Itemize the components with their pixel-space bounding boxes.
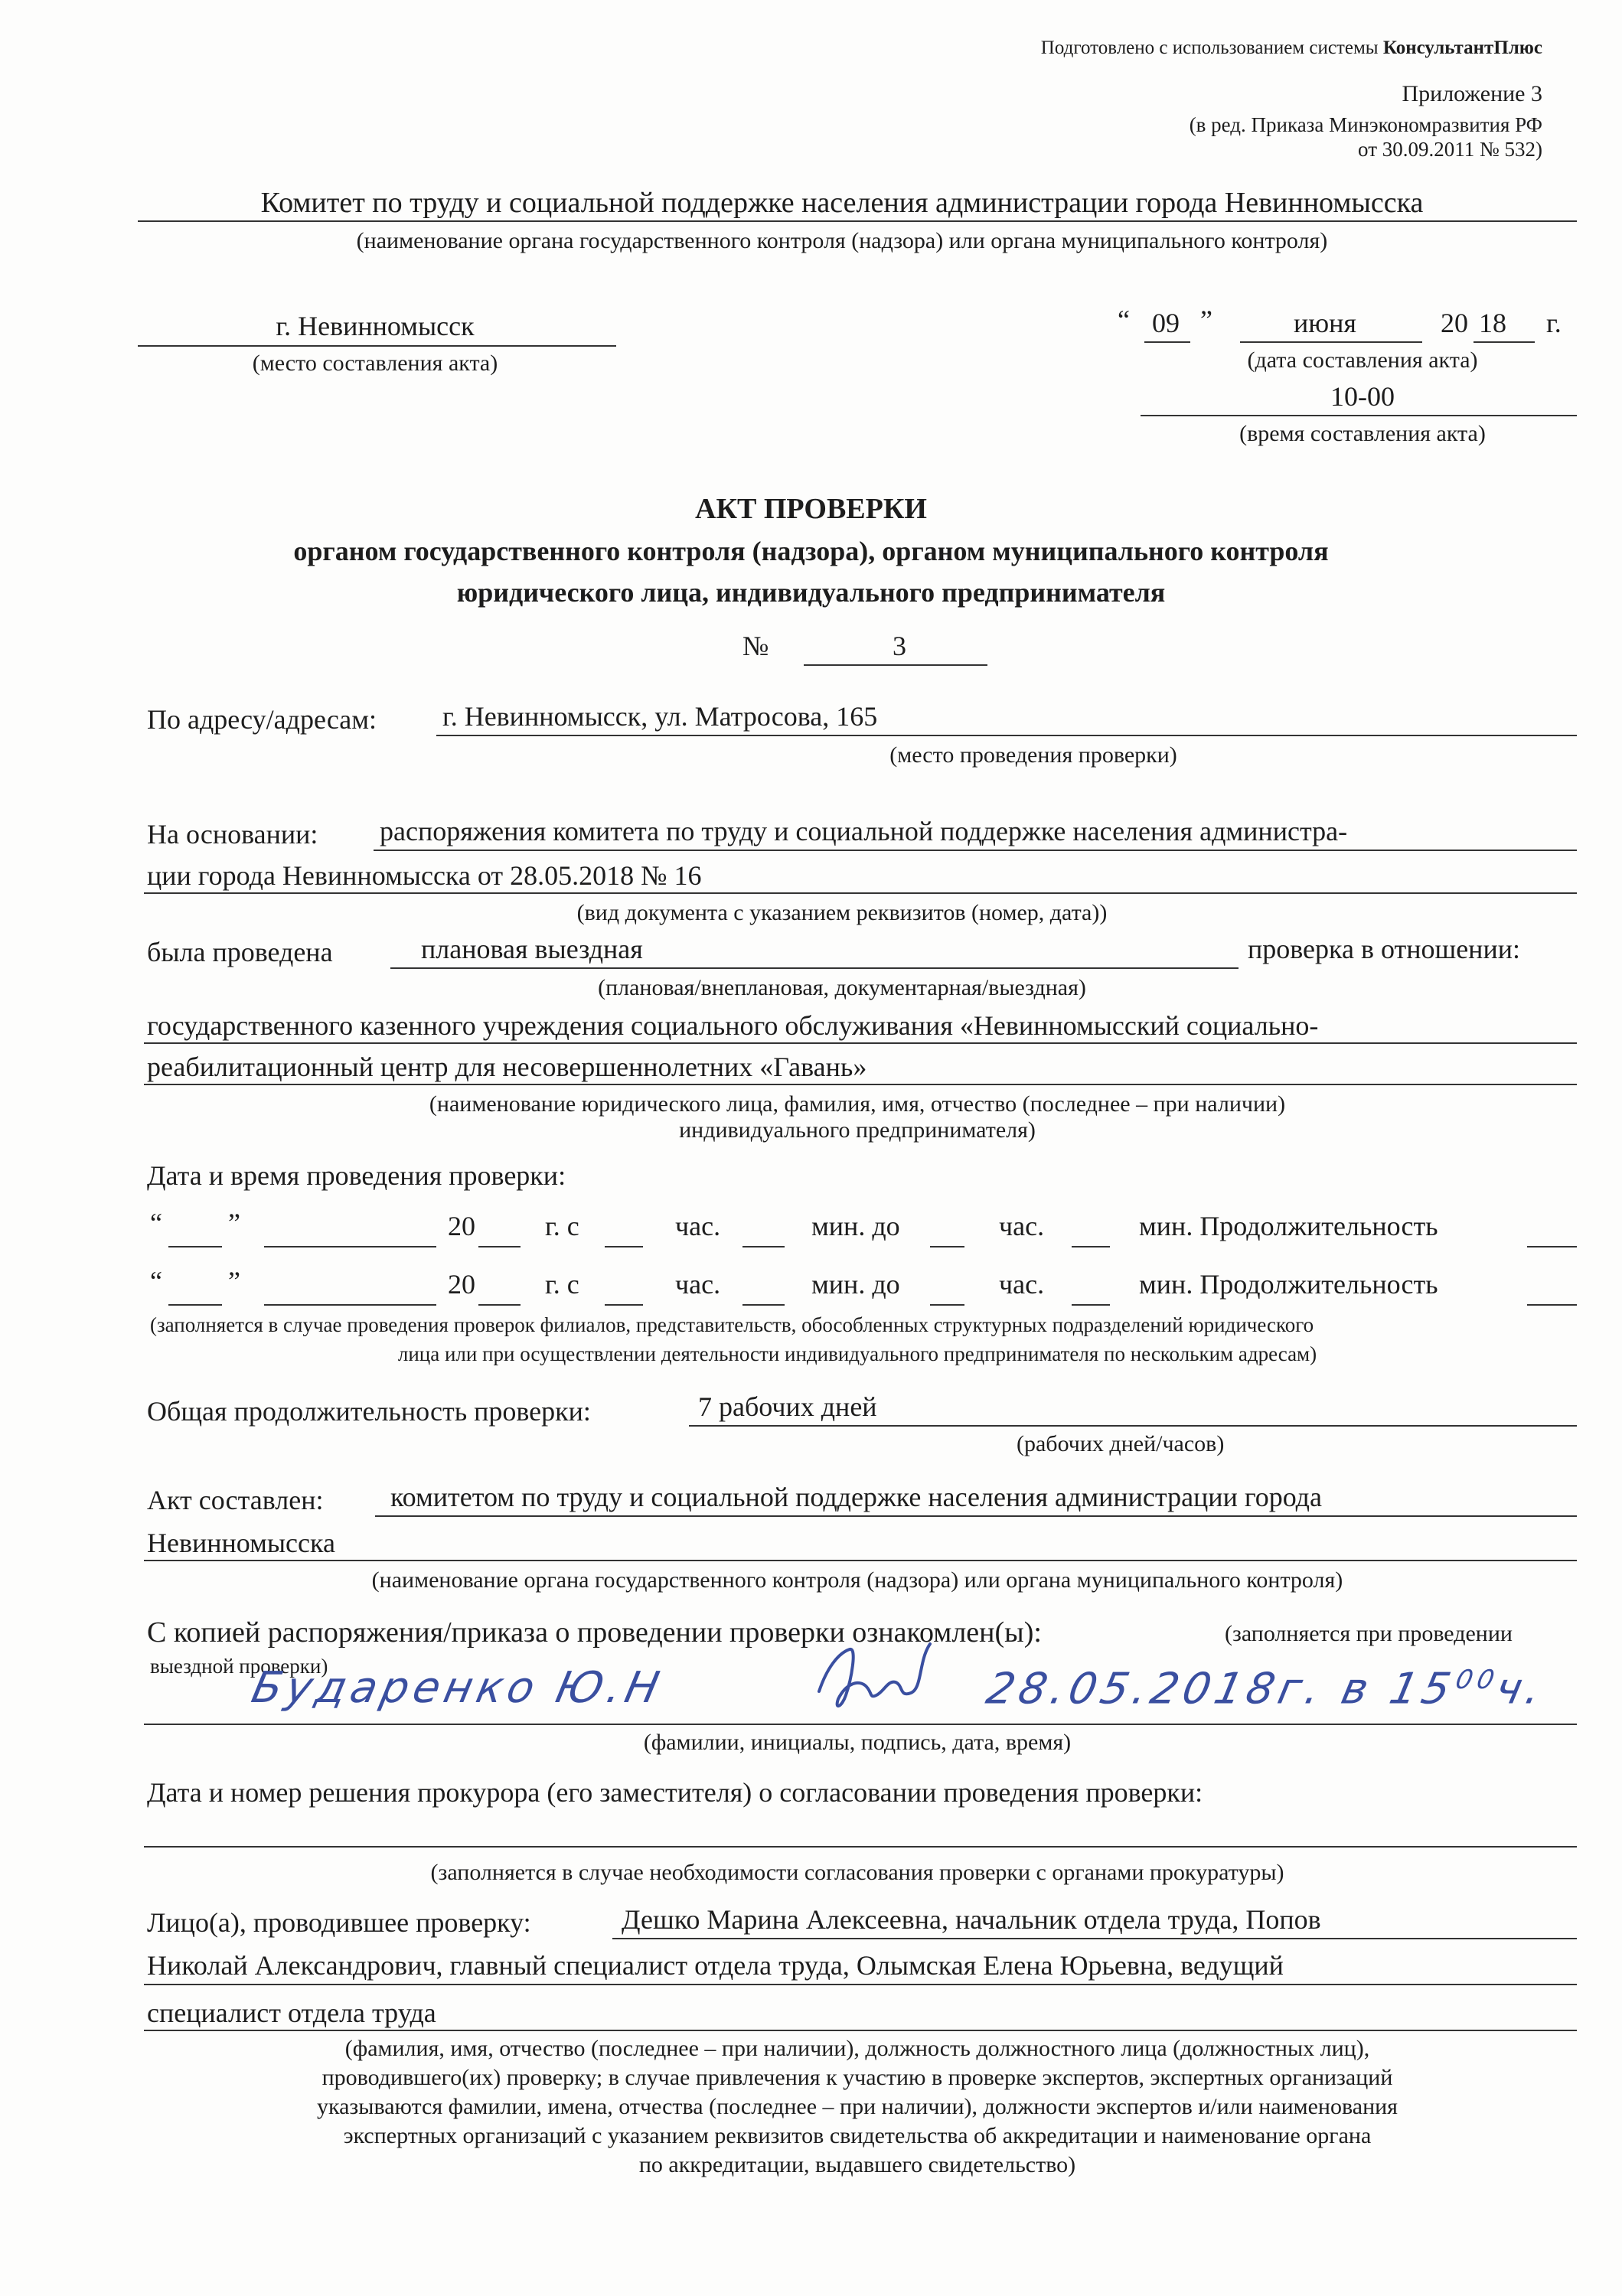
- inspectors-caption-line-1: (фамилия, имя, отчество (последнее – при наличии), должность должностного лица (должностных лиц),: [344, 2036, 1370, 2061]
- address-label: По адресу/адресам:: [147, 704, 377, 735]
- row2-year-prefix: 20: [448, 1269, 475, 1300]
- subject-line-2: реабилитационный центр для несовершеннолетних «Гавань»: [147, 1052, 867, 1082]
- prosecutor-caption: (заполняется в случае необходимости согласования проверки с органами прокуратуры): [430, 1860, 1284, 1885]
- authority-caption: (наименование органа государственного контроля (надзора) или органа муниципального контроля): [356, 228, 1328, 253]
- address-underline: [436, 735, 1577, 736]
- row2-close-quote: ”: [228, 1266, 240, 1296]
- row2-minute2-blank: [1072, 1304, 1110, 1306]
- subject-underline-1: [144, 1042, 1577, 1044]
- basis-value-line-1: распоряжения комитета по труду и социальной поддержке населения администра-: [380, 816, 1348, 846]
- prosecutor-underline: [144, 1846, 1577, 1848]
- edition-line-2: от 30.09.2011 № 532): [1358, 138, 1542, 161]
- date-year-unit: г.: [1546, 308, 1562, 338]
- duration-caption: (рабочих дней/часов): [1017, 1431, 1225, 1456]
- time-value: 10-00: [1330, 381, 1395, 412]
- row2-year-blank: [478, 1304, 521, 1306]
- inspectors-caption-line-2: проводившего(их) проверку; в случае привлечения к участию в проверке экспертов, экспертных организаций: [321, 2065, 1393, 2090]
- address-value: г. Невинномысск, ул. Матросова, 165: [442, 701, 878, 732]
- row1-hour2: час.: [999, 1211, 1045, 1241]
- date-year-underline: [1474, 341, 1535, 343]
- date-close-quote: ”: [1200, 305, 1212, 335]
- inspectors-caption-line-4: экспертных организаций с указанием реквизитов свидетельства об аккредитации и наименование органа: [343, 2123, 1372, 2148]
- row2-minute-to: мин. до: [811, 1269, 900, 1300]
- authority-underline: [138, 220, 1577, 222]
- act-title: АКТ ПРОВЕРКИ: [695, 493, 927, 525]
- basis-caption: (вид документа с указанием реквизитов (номер, дата)): [576, 900, 1108, 925]
- row1-open-quote: “: [150, 1208, 162, 1238]
- time-underline: [1141, 415, 1577, 416]
- authority-name: Комитет по труду и социальной поддержке населения администрации города Невинномысска: [260, 187, 1424, 219]
- appendix-label: Приложение 3: [1402, 81, 1542, 106]
- copy-label: С копией распоряжения/приказа о проведении проверки ознакомлен(ы):: [147, 1616, 1042, 1649]
- inspectors-label: Лицо(а), проводившее проверку:: [147, 1907, 531, 1938]
- duration-label: Общая продолжительность проверки:: [147, 1396, 591, 1427]
- handwritten-name: Бударенко Ю.Н: [247, 1663, 668, 1713]
- row2-day-blank: [168, 1304, 222, 1306]
- row2-minute-duration: мин. Продолжительность: [1139, 1269, 1438, 1300]
- conducted-value: плановая выездная: [421, 934, 643, 964]
- consultant-note: [1041, 38, 1542, 57]
- consultant-prefix: Подготовлено с использованием системы: [1040, 38, 1383, 58]
- copy-underline: [144, 1724, 1577, 1725]
- row1-minute-duration: мин. Продолжительность: [1139, 1211, 1438, 1241]
- address-caption: (место проведения проверки): [889, 742, 1177, 768]
- handwritten-date-end: ч.: [1491, 1664, 1550, 1714]
- basis-value-line-2: ции города Невинномысска от 28.05.2018 № 16: [147, 860, 702, 891]
- subject-line-1: государственного казенного учреждения социального обслуживания «Невинномысский социально-: [147, 1010, 1319, 1041]
- conducted-label: была проведена: [147, 937, 333, 967]
- conducted-suffix: проверка в отношении:: [1248, 934, 1520, 964]
- prosecutor-label: Дата и номер решения прокурора (его заместителя) о согласовании проведения проверки:: [147, 1777, 1203, 1808]
- datetime-note-line-2: лица или при осуществлении деятельности индивидуального предпринимателя по нескольким адресам): [397, 1342, 1317, 1365]
- handwritten-date-sup: 00: [1452, 1665, 1502, 1695]
- act-subtitle-line-2: юридического лица, индивидуального предпринимателя: [456, 577, 1166, 608]
- row1-month-blank: [264, 1246, 436, 1247]
- subject-caption-line-2: индивидуального предпринимателя): [679, 1117, 1036, 1143]
- row2-from: г. с: [545, 1269, 579, 1300]
- inspectors-underline-2: [144, 1984, 1577, 1985]
- handwritten-signature: [804, 1638, 957, 1722]
- row1-day-blank: [168, 1246, 222, 1247]
- date-year-prefix: 20: [1441, 308, 1468, 338]
- composed-value-line-1: комитетом по труду и социальной поддержке населения администрации города: [390, 1482, 1322, 1512]
- row1-from: г. с: [545, 1211, 579, 1241]
- inspectors-caption-line-3: указываются фамилии, имена, отчества (последнее – при наличии), должности экспертов и/или наименования: [317, 2094, 1398, 2119]
- conducted-caption: (плановая/внеплановая, документарная/выездная): [598, 975, 1086, 1000]
- copy-hint-2: выездной проверки): [150, 1655, 328, 1678]
- date-open-quote: “: [1118, 305, 1130, 335]
- subject-underline-2: [144, 1084, 1577, 1085]
- duration-underline: [689, 1425, 1577, 1427]
- row1-minute-to: мин. до: [811, 1211, 900, 1241]
- date-year-suffix: 18: [1479, 308, 1506, 338]
- row2-hour: час.: [675, 1269, 721, 1300]
- inspectors-line-2: Николай Александрович, главный специалист отдела труда, Олымская Елена Юрьевна, ведущий: [147, 1950, 1284, 1981]
- row2-minute-blank: [742, 1304, 785, 1306]
- inspectors-underline-3: [144, 2030, 1577, 2031]
- consultant-brand: КонсультантПлюс: [1382, 38, 1542, 58]
- date-month: июня: [1294, 308, 1356, 338]
- time-caption: (время составления акта): [1239, 421, 1486, 446]
- date-caption: (дата составления акта): [1247, 347, 1478, 373]
- composed-underline-1: [375, 1515, 1577, 1517]
- row2-duration-blank: [1527, 1304, 1577, 1306]
- copy-caption: (фамилии, инициалы, подпись, дата, время): [643, 1730, 1072, 1755]
- basis-underline-1: [374, 850, 1577, 851]
- row1-minute2-blank: [1072, 1246, 1110, 1247]
- datetime-note-line-1: (заполняется в случае проведения проверок филиалов, представительств, обособленных структурных подразделений юридического: [150, 1313, 1314, 1336]
- row1-hour: час.: [675, 1211, 721, 1241]
- row2-hour2: час.: [999, 1269, 1045, 1300]
- handwritten-date: [982, 1664, 1550, 1714]
- composed-label: Акт составлен:: [147, 1485, 324, 1515]
- duration-value: 7 рабочих дней: [698, 1391, 877, 1422]
- conducted-underline: [390, 967, 1239, 969]
- inspectors-line-3: специалист отдела труда: [147, 1998, 436, 2028]
- act-number-label: №: [742, 631, 769, 661]
- place-underline: [138, 345, 616, 347]
- act-subtitle-line-1: органом государственного контроля (надзора), органом муниципального контроля: [293, 536, 1329, 566]
- composed-underline-2: [144, 1560, 1577, 1561]
- row1-hour-blank: [605, 1246, 643, 1247]
- row1-duration-blank: [1527, 1246, 1577, 1247]
- copy-hint: (заполняется при проведении: [1225, 1621, 1513, 1646]
- act-number-underline: [804, 664, 987, 666]
- place-caption: (место составления акта): [252, 351, 498, 376]
- row2-hour2-blank: [930, 1304, 964, 1306]
- row2-month-blank: [264, 1304, 436, 1306]
- handwritten-date-main: 28.05.2018г. в 15: [982, 1664, 1460, 1714]
- inspectors-underline-1: [612, 1938, 1577, 1939]
- edition-line-1: (в ред. Приказа Минэкономразвития РФ: [1189, 113, 1542, 136]
- basis-underline-2: [144, 892, 1577, 894]
- date-day: 09: [1152, 308, 1180, 338]
- composed-caption: (наименование органа государственного контроля (надзора) или органа муниципального контроля): [371, 1567, 1343, 1593]
- subject-caption-line-1: (наименование юридического лица, фамилия, имя, отчество (последнее – при наличии): [429, 1091, 1286, 1117]
- row1-hour2-blank: [930, 1246, 964, 1247]
- act-number-value: 3: [893, 631, 906, 661]
- place-value: г. Невинномысск: [276, 311, 475, 341]
- datetime-label: Дата и время проведения проверки:: [147, 1160, 566, 1191]
- date-day-underline: [1144, 341, 1190, 343]
- basis-label: На основании:: [147, 819, 318, 850]
- row2-open-quote: “: [150, 1266, 162, 1296]
- row1-year-prefix: 20: [448, 1211, 475, 1241]
- inspectors-line-1: Дешко Марина Алексеевна, начальник отдела труда, Попов: [622, 1904, 1321, 1935]
- inspectors-caption-line-5: по аккредитации, выдавшего свидетельство): [638, 2152, 1076, 2177]
- row1-minute-blank: [742, 1246, 785, 1247]
- row1-close-quote: ”: [228, 1208, 240, 1238]
- row2-hour-blank: [605, 1304, 643, 1306]
- row1-year-blank: [478, 1246, 521, 1247]
- composed-value-line-2: Невинномысска: [147, 1528, 335, 1558]
- date-month-underline: [1240, 341, 1422, 343]
